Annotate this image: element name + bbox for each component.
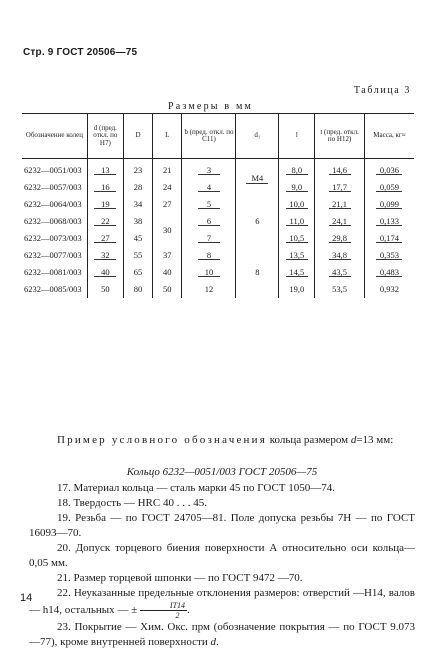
col-header-mass: Масса, кг≈ (364, 114, 414, 159)
cell-l-value: 13,5 (286, 251, 308, 261)
cell-designation: 6232—0064/003 (24, 199, 82, 210)
cell-d1 (236, 196, 279, 247)
table-label: Таблица 3 (353, 85, 411, 96)
cell-l (279, 213, 315, 230)
cell-l-value: 11,0 (286, 217, 308, 227)
cell-d (87, 196, 123, 213)
example-d-value: =13 мм: (356, 434, 394, 446)
cell-t (315, 264, 365, 281)
paragraph-20: 20. Допуск торцевого биения поверхности А относительно оси кольца—0,05 мм. (29, 542, 415, 569)
paragraph-23-d-symbol: d (210, 636, 216, 648)
cell-mass-value: 0,133 (376, 217, 402, 227)
cell-D: 23 (123, 159, 152, 180)
page-header (23, 47, 137, 58)
table-row (22, 159, 414, 180)
cell-L: 30 (153, 213, 182, 247)
cell-l-value: 10,0 (286, 200, 308, 210)
cell-D: 38 (123, 213, 152, 230)
cell-d-value: 32 (94, 251, 116, 261)
col-header-L: L (153, 114, 182, 159)
cell-mass (364, 230, 414, 247)
col-header-l: l (279, 114, 315, 159)
cell-b: 12 (182, 281, 236, 298)
it14-fraction (140, 601, 187, 620)
cell-d (87, 247, 123, 264)
fraction-numerator: IT14 (140, 601, 187, 611)
cell-b-value: 6 (198, 217, 220, 227)
cell-b-value: 7 (198, 234, 220, 244)
cell-mass (364, 264, 414, 281)
cell-l: 19,0 (279, 281, 315, 298)
cell-D: 45 (123, 230, 152, 247)
cell-d-value: 22 (94, 217, 116, 227)
paragraphs (29, 481, 415, 650)
cell-t-value: 21,1 (329, 200, 351, 210)
cell-t-value: 43,5 (329, 268, 351, 278)
table-row (22, 213, 414, 230)
cell-mass (364, 179, 414, 196)
cell-d (87, 264, 123, 281)
cell-d1-value: 8 (255, 267, 260, 278)
fraction-denominator: 2 (175, 611, 180, 620)
cell-mass (364, 247, 414, 264)
example-d-symbol: d (350, 434, 357, 446)
cell-b (182, 213, 236, 230)
page-label: Стр. 9 (23, 47, 54, 58)
paragraph-23-end: . (215, 636, 219, 648)
cell-t-value: 14,6 (329, 166, 351, 176)
paragraph-23-text: 23. Покрытие — Хим. Окс. прм (обозначение покрытия — по ГОСТ 9.073—77), кроме внутренней поверхности (29, 621, 415, 648)
cell-b (182, 247, 236, 264)
cell-l-value: 8,0 (286, 166, 308, 176)
cell-mass (364, 196, 414, 213)
cell-d-value: 27 (94, 234, 116, 244)
cell-designation: 6232—0068/003 (24, 216, 82, 227)
cell-mass (364, 213, 414, 230)
cell-l-value: 9,0 (286, 183, 308, 193)
cell-b (182, 159, 236, 180)
cell-l-value: 14,5 (286, 268, 308, 278)
cell-d-value: 16 (94, 183, 116, 193)
paragraph-17: 17. Материал кольца — сталь марки 45 по ГОСТ 1050—74. (57, 482, 336, 494)
cell-L: 24 (153, 179, 182, 196)
cell-d-value: 19 (94, 200, 116, 210)
cell-t (315, 247, 365, 264)
col-header-d: d (пред. откл. по H7) (87, 114, 123, 159)
col-header-t: t (пред. откл. по H12) (315, 114, 365, 159)
cell-l (279, 247, 315, 264)
cell-l (279, 230, 315, 247)
cell-l-value: 10,5 (286, 234, 308, 244)
example-intro (29, 433, 415, 448)
cell-t (315, 179, 365, 196)
cell-t (315, 196, 365, 213)
cell-designation: 6232—0051/003 (24, 165, 82, 176)
cell-mass-value: 0,099 (376, 200, 402, 210)
cell-mass (364, 159, 414, 180)
cell-designation: 6232—0081/003 (24, 267, 82, 278)
paragraph-22-end: . (187, 604, 190, 617)
cell-t: 53,5 (315, 281, 365, 298)
cell-D: 80 (123, 281, 152, 298)
cell-d1 (236, 247, 279, 298)
paragraph-23 (29, 620, 415, 650)
cell-d-value: 40 (94, 268, 116, 278)
example-heading: Пример условного обозначения (57, 434, 267, 446)
cell-l (279, 179, 315, 196)
cell-t-value: 17,7 (329, 183, 351, 193)
col-header-D: D (123, 114, 152, 159)
cell-d1-value: M4 (246, 174, 268, 184)
paragraph-18: 18. Твердость — HRC 40 . . . 45. (57, 497, 207, 509)
cell-b (182, 196, 236, 213)
cell-mass-value: 0,059 (376, 183, 402, 193)
cell-mass-value: 0,174 (376, 234, 402, 244)
cell-t (315, 159, 365, 180)
table-row (22, 264, 414, 281)
cell-t-value: 34,8 (329, 251, 351, 261)
standard-label: ГОСТ 20506—75 (56, 47, 138, 58)
col-header-b: b (пред. откл. по C11) (182, 114, 236, 159)
cell-designation: 6232—0057/003 (24, 182, 82, 193)
cell-b-value: 3 (198, 166, 220, 176)
sizes-label: Размеры в мм (168, 101, 254, 112)
cell-mass-value: 0,353 (376, 251, 402, 261)
cell-d-value: 13 (94, 166, 116, 176)
cell-L: 21 (153, 159, 182, 180)
cell-b (182, 230, 236, 247)
table-row (22, 230, 414, 247)
cell-mass-value: 0,483 (376, 268, 402, 278)
cell-t-value: 24,1 (329, 217, 351, 227)
cell-d (87, 179, 123, 196)
cell-D: 65 (123, 264, 152, 281)
cell-d (87, 213, 123, 230)
table-row (22, 281, 414, 298)
page-number: 14 (20, 592, 33, 604)
cell-b-value: 10 (198, 268, 220, 278)
cell-designation: 6232—0077/003 (24, 250, 82, 261)
dimensions-table (22, 113, 414, 298)
cell-t-value: 29,8 (329, 234, 351, 244)
cell-d (87, 159, 123, 180)
cell-b (182, 264, 236, 281)
cell-b-value: 8 (198, 251, 220, 261)
cell-designation: 6232—0085/003 (24, 284, 82, 295)
cell-L: 50 (153, 281, 182, 298)
cell-D: 34 (123, 196, 152, 213)
col-header-designation: Обозначение колец (22, 114, 87, 159)
col-header-d1: d₁ (236, 114, 279, 159)
cell-L: 37 (153, 247, 182, 264)
example-designation: Кольцо 6232—0051/003 ГОСТ 20506—75 (126, 466, 318, 478)
cell-t (315, 213, 365, 230)
paragraph-19: 19. Резьба — по ГОСТ 24705—81. Поле допуска резьбы 7H — по ГОСТ 16093—70. (29, 512, 415, 539)
table-row (22, 179, 414, 196)
cell-d1 (236, 159, 279, 197)
cell-d (87, 230, 123, 247)
cell-b-value: 4 (198, 183, 220, 193)
cell-designation: 6232—0073/003 (24, 233, 82, 244)
paragraph-22-text: 22. Неуказанные предельные отклонения размеров: отверстий —H14, валов — h14, остальных — ± (29, 587, 415, 617)
paragraph-22 (29, 586, 415, 620)
cell-D: 55 (123, 247, 152, 264)
cell-t (315, 230, 365, 247)
table-header-row (22, 114, 414, 159)
cell-L: 40 (153, 264, 182, 281)
cell-d1-value: 6 (255, 216, 260, 227)
cell-L: 27 (153, 196, 182, 213)
table-row (22, 247, 414, 264)
cell-d: 50 (87, 281, 123, 298)
table-row (22, 196, 414, 213)
example-heading-tail: кольца размером (269, 434, 349, 446)
cell-l (279, 264, 315, 281)
cell-mass: 0,932 (364, 281, 414, 298)
cell-b (182, 179, 236, 196)
cell-D: 28 (123, 179, 152, 196)
cell-mass-value: 0,036 (376, 166, 402, 176)
cell-l (279, 196, 315, 213)
cell-l (279, 159, 315, 180)
cell-b-value: 5 (198, 200, 220, 210)
paragraph-21: 21. Размер торцевой шпонки — по ГОСТ 9472 —70. (57, 572, 303, 584)
